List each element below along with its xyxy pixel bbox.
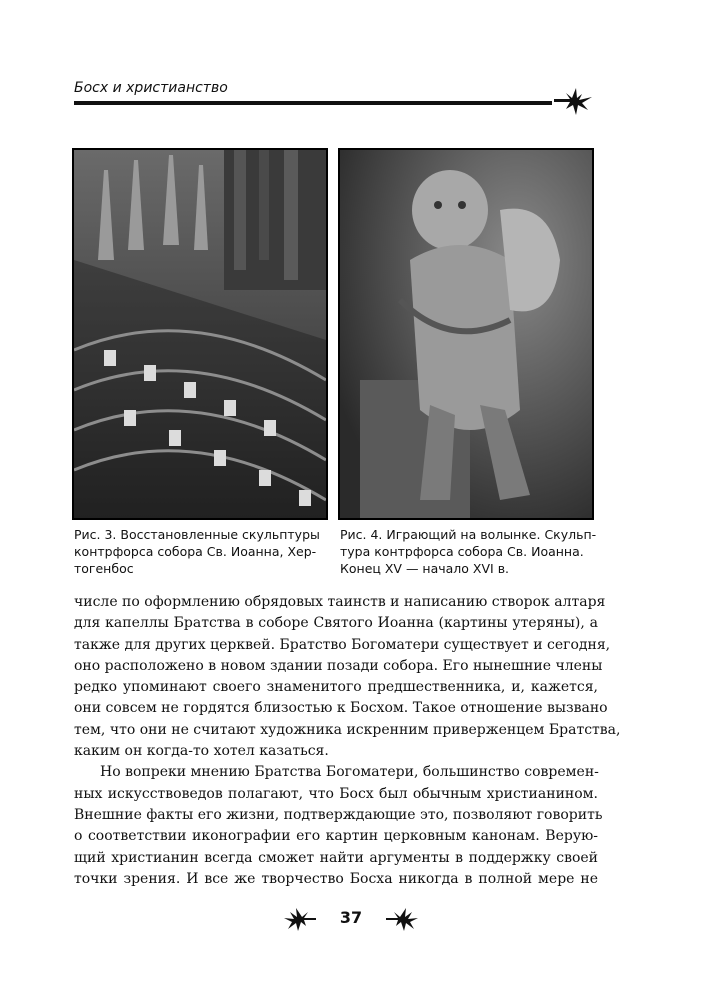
body-line: редко упоминают своего знаменитого предшественника, и, кажется, bbox=[74, 679, 598, 696]
page-folio bbox=[276, 904, 426, 934]
body-line: для капеллы Братства в соборе Святого Иоанна (картины утеряны), а bbox=[74, 615, 598, 632]
body-line: они совсем не гордятся близостью к Босхом. Такое отношение вызвано bbox=[74, 700, 608, 717]
caption-line: тогенбос bbox=[74, 561, 134, 576]
body-text bbox=[74, 592, 621, 890]
body-line: тем, что они не считают художника искренним приверженцем Братства, bbox=[74, 721, 621, 738]
figure-4-photo bbox=[338, 148, 594, 520]
running-head bbox=[74, 80, 594, 114]
body-line: также для других церквей. Братство Богоматери существует и сегодня, bbox=[74, 636, 611, 653]
figure-3-caption bbox=[74, 526, 328, 577]
caption-line: Рис. 4. Играющий на волынке. Скульп- bbox=[340, 527, 597, 542]
body-line: Внешние факты его жизни, подтверждающие это, позволяют говорить bbox=[74, 806, 603, 823]
fleuron-right-ornament-icon bbox=[384, 906, 420, 932]
body-line: каким он когда-то хотел казаться. bbox=[74, 743, 329, 760]
page-number: 37 bbox=[339, 908, 363, 927]
caption-line: Конец XV — начало XVI в. bbox=[340, 561, 510, 576]
caption-line: Рис. 3. Восстановленные скульптуры bbox=[74, 527, 320, 542]
bagpipe-player-sculpture-photo bbox=[340, 150, 592, 518]
figure-4-caption bbox=[340, 526, 595, 577]
body-line: точки зрения. И все же творчество Босха никогда в полной мере не bbox=[74, 870, 598, 887]
caption-line: контрфорса собора Св. Иоанна, Хер- bbox=[74, 544, 317, 559]
fleuron-ornament-icon bbox=[552, 84, 594, 118]
body-line: оно расположено в новом здании позади собора. Его нынешние члены bbox=[74, 657, 603, 674]
body-line: о соответствии иконографии его картин церковным канонам. Верую- bbox=[74, 828, 598, 845]
body-line: щий христианин всегда сможет найти аргументы в поддержку своей bbox=[74, 849, 598, 866]
running-head-title: Босх и христианство bbox=[74, 80, 228, 96]
figure-3-photo bbox=[72, 148, 328, 520]
body-line: числе по оформлению обрядовых таинств и написанию створок алтаря bbox=[74, 594, 606, 610]
running-head-rule bbox=[74, 101, 552, 105]
caption-line: тура контрфорса собора Св. Иоанна. bbox=[340, 544, 584, 559]
cathedral-buttress-sculptures-photo bbox=[74, 150, 326, 518]
body-line: ных искусствоведов полагают, что Босх был обычным христианином. bbox=[74, 785, 598, 802]
body-line: Но вопреки мнению Братства Богоматери, большинство современ- bbox=[100, 764, 599, 781]
